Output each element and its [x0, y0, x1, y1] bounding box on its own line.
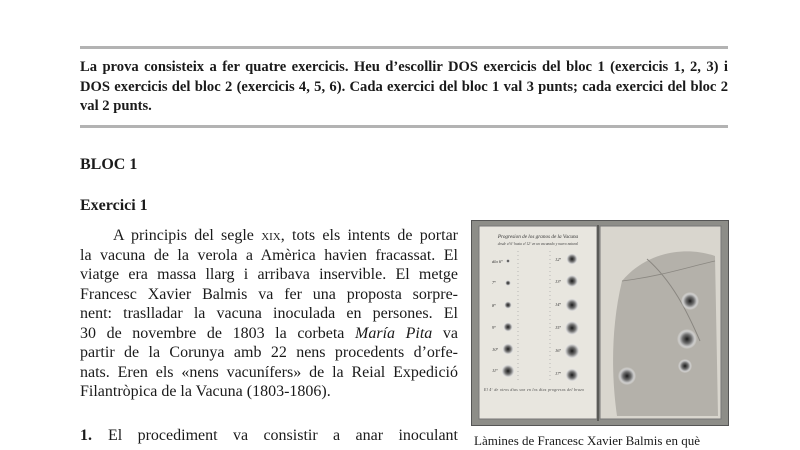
- day-label: 14º: [555, 302, 561, 307]
- pox-mark: [564, 343, 580, 359]
- pox-mark: [565, 368, 579, 382]
- exercise-title: Exercici 1: [80, 197, 148, 214]
- ship-name: María Pita: [355, 324, 433, 342]
- pox-mark: [504, 301, 512, 309]
- left-plate-footnote: El 4º de otros dias son en los dias progresos del brazo: [484, 388, 584, 392]
- question-text: El procediment va consistir a anar inoculant: [108, 427, 458, 444]
- pox-mark: [681, 292, 699, 310]
- day-label: 15º: [555, 325, 561, 330]
- day-label: 16º: [555, 348, 561, 353]
- pox-mark: [677, 329, 697, 349]
- day-label: día 6º: [492, 259, 503, 264]
- pox-mark: [678, 359, 692, 373]
- paragraph-line: Francesc Xavier Balmis va fer una proposta sorpre-: [80, 285, 458, 303]
- paragraph-line: viatge era massa llarg i arribava inservible. El metge: [80, 266, 458, 283]
- pox-mark: [566, 275, 579, 288]
- paragraph-line: partir de la Corunya amb 22 nens procedents d’orfe-: [80, 344, 458, 361]
- pox-mark: [618, 367, 636, 385]
- day-label: 10º: [492, 347, 498, 352]
- figure-caption: Làmines de Francesc Xavier Balmis en què: [474, 433, 700, 448]
- paragraph-line: la vacuna de la verola a Amèrica havien fracassat. El: [80, 246, 458, 264]
- pox-mark: [501, 364, 515, 378]
- day-label: 12º: [555, 257, 561, 262]
- paragraph-line: nats. Eren els «nens vacunífers» de la Reial Expedició: [80, 363, 458, 381]
- paragraph-line: 30 de novembre de 1803 la corbeta María Pita va: [80, 324, 458, 342]
- day-label: 7º: [492, 280, 496, 285]
- day-label: 9º: [492, 325, 496, 330]
- day-label: 17º: [555, 371, 561, 376]
- pox-mark: [565, 321, 580, 336]
- day-label: 13º: [555, 279, 561, 284]
- pox-mark: [565, 298, 579, 312]
- pox-mark: [505, 280, 511, 286]
- paragraph-line: A principis del segle xix, tots els intents de portar: [113, 227, 459, 244]
- bottom-rule: [80, 125, 728, 128]
- pox-mark: [503, 322, 513, 332]
- left-plate-heading: Progresion de los granos de la Vacuna: [497, 234, 579, 240]
- pox-mark: [566, 253, 578, 265]
- day-label: 11º: [492, 368, 498, 373]
- arm-drawing: [613, 251, 718, 416]
- block-title: BLOC 1: [80, 156, 138, 173]
- day-label: 8º: [492, 303, 496, 308]
- exam-instructions: La prova consisteix a fer quatre exercicis. Heu d’escollir DOS exercicis del bloc 1 (exercicis 1, 2, 3) i DOS exercicis del bloc 2 (exercicis 4, 5, 6). Cada exercici del bloc 1 val 3 punts; cada exercici del bloc 2 val 2 punts.: [80, 59, 728, 114]
- pox-mark: [502, 343, 514, 355]
- question-1: [80, 427, 458, 445]
- pox-mark: [506, 259, 510, 263]
- left-plate-subheading: desde el 6º hasta el 12º en un vacunado y nuevo natural: [497, 242, 579, 246]
- paragraph-line: Filantròpica de la Vacuna (1803-1806).: [80, 383, 331, 400]
- balmis-plates-image: [471, 220, 729, 426]
- exercise-paragraph: [80, 226, 458, 402]
- paragraph-line: nent: traslladar la vacuna inoculada en persones. El: [80, 305, 458, 322]
- top-rule: [80, 46, 728, 49]
- question-number: 1.: [80, 427, 92, 444]
- plates-illustration: [472, 221, 728, 425]
